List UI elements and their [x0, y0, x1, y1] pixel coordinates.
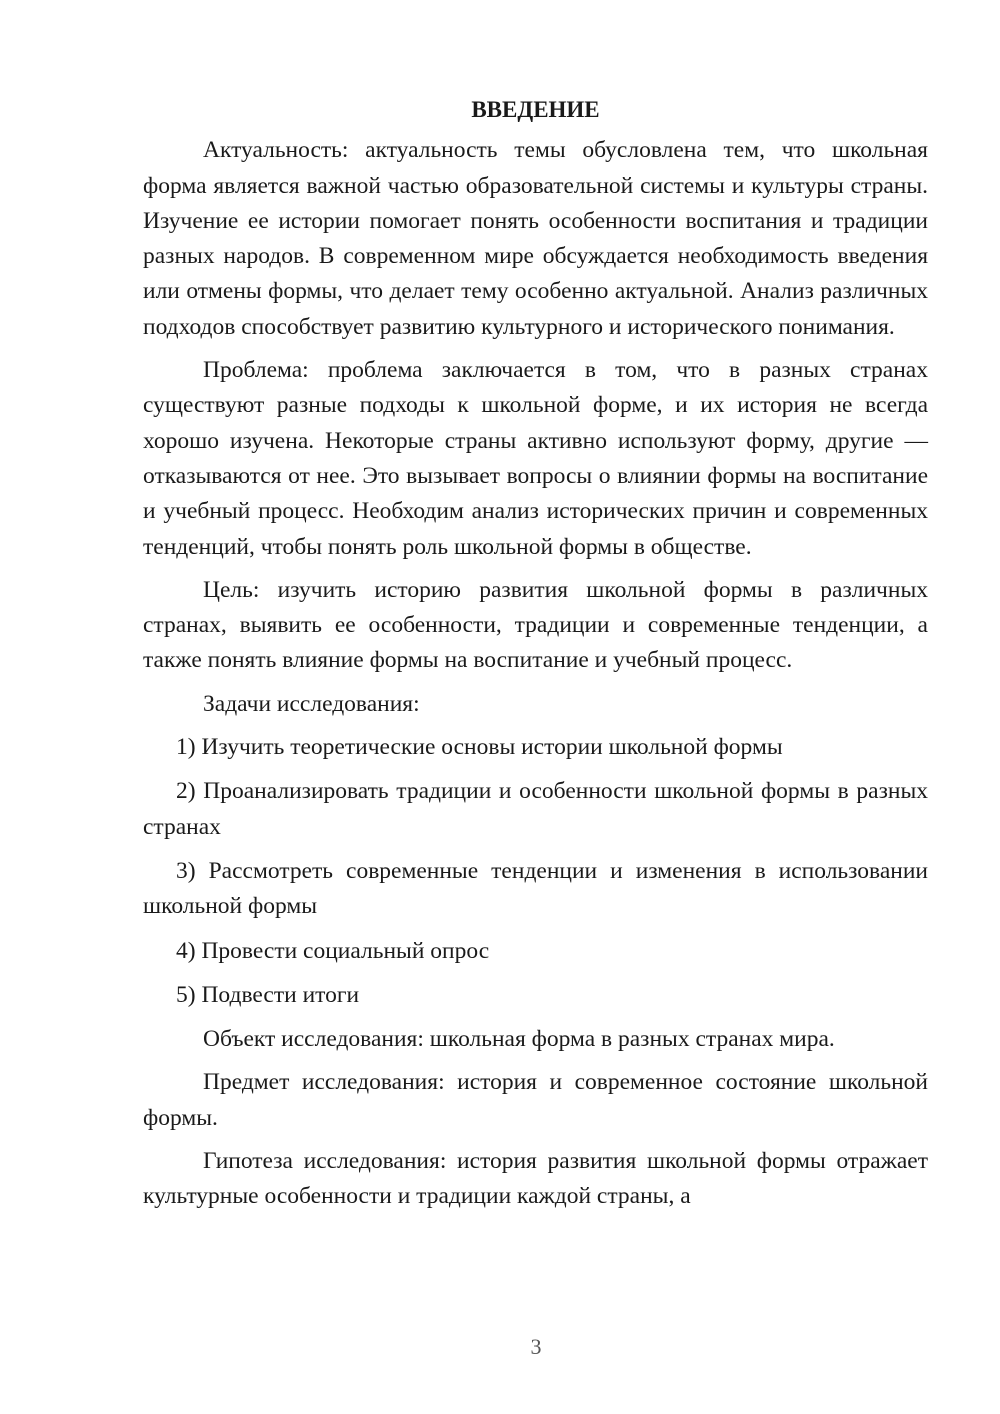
- task-item-3: 3) Рассмотреть современные тенденции и изменения в использовании школьной формы: [143, 857, 928, 920]
- section-title: ВВЕДЕНИЕ: [471, 97, 600, 122]
- page-number: 3: [530, 1334, 542, 1359]
- tasks-heading: Задачи исследования:: [203, 690, 420, 717]
- problem-paragraph: Проблема: проблема заключается в том, что в разных странах существуют разные подходы к школьной форме, и их история не всегда хорошо изучена. Некоторые страны активно используют форму, другие — отказываются от нее. Это вызывает вопросы о влиянии формы на воспитание и учебный процесс. Необходим анализ исторических причин и современных тенденций, чтобы понять роль школьной формы в обществе.: [143, 357, 928, 560]
- task-item-2: 2) Проанализировать традиции и особенности школьной формы в разных странах: [143, 778, 928, 840]
- object-paragraph: Объект исследования: школьная форма в разных странах мира.: [203, 1026, 835, 1053]
- relevance-paragraph: Актуальность: актуальность темы обусловлена тем, что школьная форма является важной частью образовательной системы и культуры страны. Изучение ее истории помогает понять особенности воспитания и традиции разных народов. В современном мире обсуждается необходимость введения или отмены формы, что делает тему особенно актуальной. Анализ различных подходов способствует развитию культурного и исторического понимания.: [143, 137, 928, 340]
- goal-paragraph: Цель: изучить историю развития школьной формы в различных странах, выявить ее особенности, традиции и современные тенденции, а также понять влияние формы на воспитание и учебный процесс.: [143, 576, 928, 674]
- hypothesis-paragraph: Гипотеза исследования: история развития школьной формы отражает культурные особенности и традиции каждой страны, а: [143, 1148, 928, 1210]
- page-content: [143, 92, 928, 1223]
- task-item-4: 4) Провести социальный опрос: [176, 937, 490, 964]
- task-item-5: 5) Подвести итоги: [176, 981, 360, 1008]
- subject-paragraph: Предмет исследования: история и современное состояние школьной формы.: [143, 1069, 928, 1131]
- task-item-1: 1) Изучить теоретические основы истории школьной формы: [176, 734, 783, 761]
